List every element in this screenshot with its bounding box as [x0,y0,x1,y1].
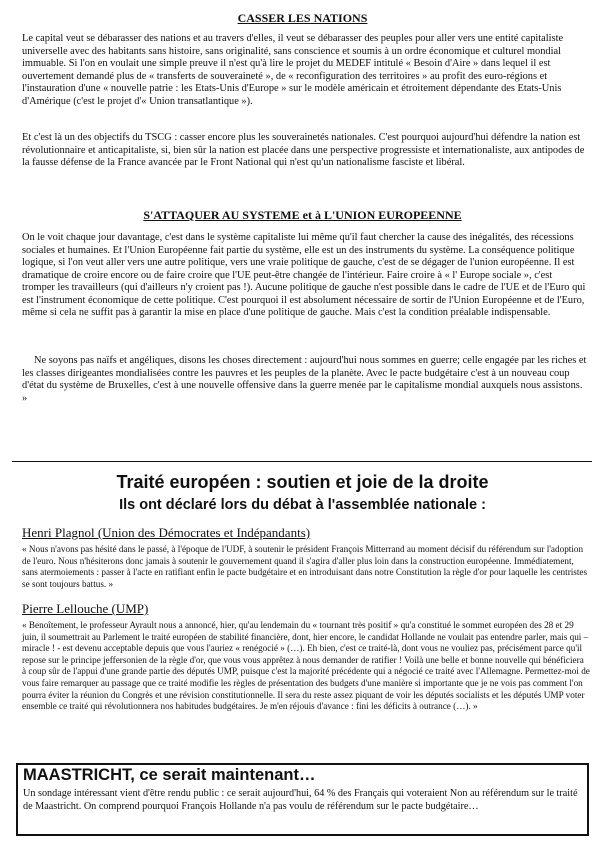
section-heading-attaquer-systeme: S'ATTAQUER AU SYSTEME et à L'UNION EUROPEENNE [143,208,462,222]
quote-plagnol: « Nous n'avons pas hésité dans le passé, à l'époque de l'UDF, à soutenir le président François Mitterrand au moment décisif du référendum sur l'adoption de l'euro. Nous n'hésiterons donc jamais à soutenir le gouvernement quand il s'agira d'aller plus loin dans la construction européenne. Immédiatement, sans atermoiements : passer à l'acte en ratifiant enfin le pacte budgétaire et en introduisant dans notre Constitution la règle d'or pour laquelle les centristes se sont toujours battus. » [22,544,588,589]
maastricht-box-title: MAASTRICHT, ce serait maintenant… [23,766,316,784]
article-subtitle: Ils ont déclaré lors du débat à l'assemblée nationale : [119,497,486,513]
section-divider [12,461,592,462]
paragraph-guerre: Ne soyons pas naïfs et angéliques, disons les choses directement : aujourd'hui nous sommes en guerre; celle engagée par les riches et les classes dirigeantes mondialisées contre les pauvres et les peuples de la planète. Avec le pacte budgétaire c'est à un nouveau coup d'état du système de Bruxelles, c'est à une nouvelle offensive dans la guerre menée par le capitalisme mondial auxquels nous assistons. » [22,355,587,404]
maastricht-box [16,763,589,836]
section-heading-casser-les-nations: CASSER LES NATIONS [237,11,368,25]
paragraph-nations-capital: Le capital veut se débarasser des nations et au travers d'elles, il veut se débarasser des peuples pour aller vers une entité capitaliste universelle avec des habitants sans histoire, sans originalité, sans conscience et soumis à un ordre économique et culturel mondial immuable. Si l'on en voulait une simple preuve il n'est qu'à lire le projet du MEDEF intitulé « Besoin d'Aire » dans lequel il est ouvertement demandé plus de « transferts de souveraineté », de « reconfiguration des territoires » au profit des euro-régions et l'instauration d'une « nouvelle patrie : les Etats-Unis d'Europe » sur le modèle américain et étroitement dépendante des Etats-Unis d'Amérique (c'est le projet d'« Union transatlantique »). [22,33,564,107]
quote-lellouche: « Benoîtement, le professeur Ayrault nous a annoncé, hier, qu'au lendemain du « tournant très positif » qu'a constitué le sommet européen des 28 et 29 juin, il soumettrait au Parlement le traité européen de stabilité financière, dont, hier encore, le candidat Hollande ne voulait pas entendre parler, mais qui – miracle ! - est devenu acceptable depuis que vous l'auriez « renégocié » (…). Eh bien, c'est ce traité-là, dont vous ne vouliez pas, précisément parce qu'il repose sur le principe jeffersonien de la règle d'or, que vous vous apprêtez à nous demander de ratifier ! Voilà une belle et bonne nouvelle qui bénéficiera à coup sûr de l'appui d'une grande partie des députés UMP, puisque c'est la majorité précédente qui a négocié ce traité avec l'Allemagne. Permettez-moi de vous faire remarquer au passage que ce traité modifie les règles de présentation des budgets d'une manière si importante que je ne vois pas comment l'on pourra éviter la réunion du Congrès et une révision constitutionnelle. Il sera du reste assez piquant de voir les députés socialists et les députés UMP voter ensemble ce traité qui révolutionnera nos habitudes budgétaires. Je m'en réjouis d'avance : fini les déficits à outrance (…). » [22,620,590,712]
speaker-plagnol: Henri Plagnol (Union des Démocrates et Indépandants) [22,525,311,540]
paragraph-tscg: Et c'est là un des objectifs du TSCG : casser encore plus les souverainetés nationales. C'est pourquoi aujourd'hui défendre la nation est révolutionnaire et anticapitaliste, si, bien sûr la nation est placée dans une perspective progressiste et internationaliste, aux antipodes de la fausse défense de la France avancée par le Front National qui n'est qu'un nationalisme fasciste et libéral. [22,132,585,168]
maastricht-box-text: Un sondage intéressant vient d'être rendu public : ce serait aujourd'hui, 64 % des Français qui voteraient Non au référendum sur le traité de Maastricht. On comprend pourquoi François Hollande n'a pas voulu de référendum sur le pacte budgétaire… [23,788,578,812]
article-title: Traité européen : soutien et joie de la droite [116,472,489,492]
speaker-lellouche: Pierre Lellouche (UMP) [22,601,149,616]
paragraph-systeme-capitaliste: On le voit chaque jour davantage, c'est dans le système capitaliste lui même qu'il faut chercher la cause des inégalités, des récessions sociales et humaines. Et l'Union Européenne fait partie du système, elle est un des instruments du système. La conséquence politique logique, si l'on veut aller vers une autre politique, vers une vraie politique de gauche, c'est de se dégager de l'union européenne. Il est dramatique de croire encore ou de faire croire que l'UE peut-être changée de l'intérieur. Faire croire à « l' Europe sociale », c'est tromper les travailleurs (qui d'ailleurs n'y croient pas !). Aucune politique de gauche n'est possible dans le cadre de l'UE et de l'Euro qui est l'instrument économique de cette politique. C'est pourquoi il est absolument nécessaire de sortir de l'Union Européenne et de l'Euro, même si cela ne suffit pas à garantir la mise en place d'une politique de gauche. Mais c'est la condition préalable indispensable. [22,232,586,318]
